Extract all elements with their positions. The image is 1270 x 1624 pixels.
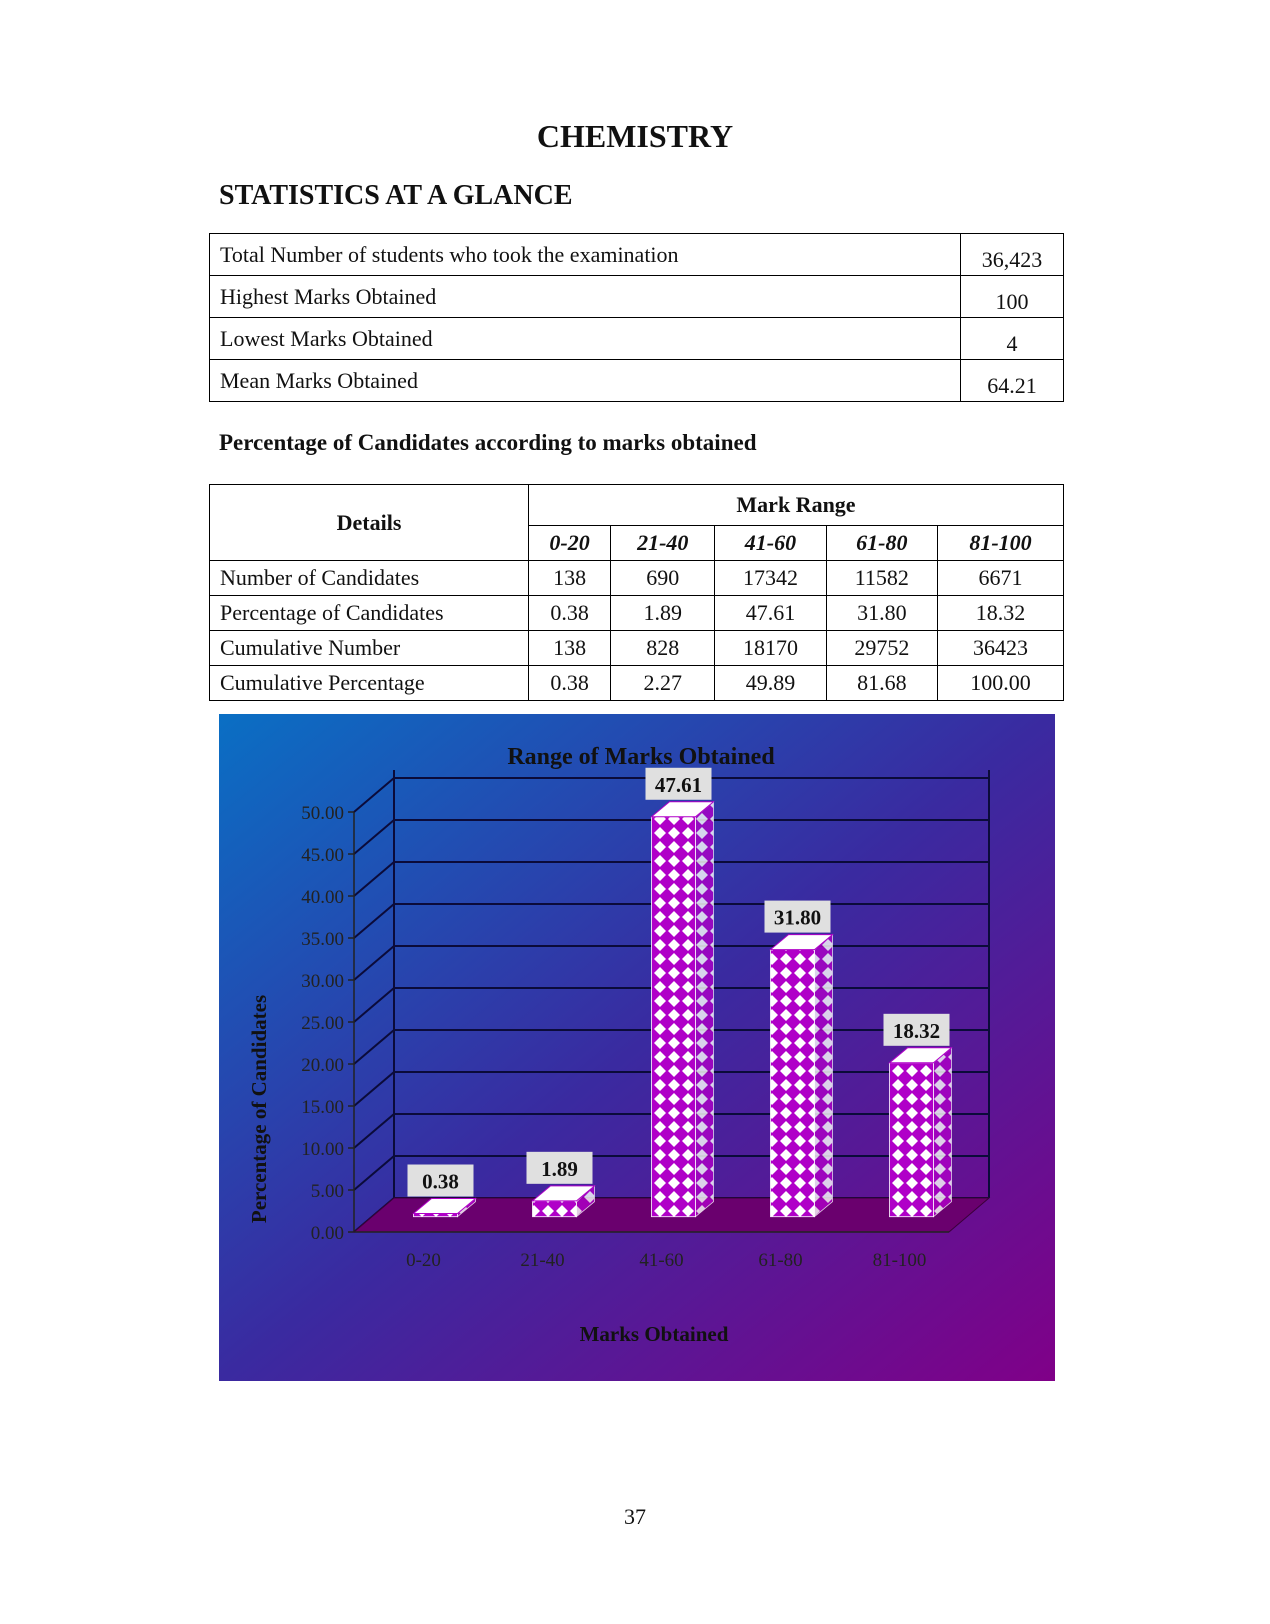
stats-row	[210, 318, 1064, 360]
x-tick-label: 41-60	[639, 1250, 684, 1271]
page-title: CHEMISTRY	[536, 118, 734, 154]
data-label: 31.80	[773, 905, 822, 930]
table-cell: 47.61	[715, 596, 826, 631]
stats-row	[210, 360, 1064, 402]
data-label: 18.32	[892, 1018, 941, 1043]
range-header: 0-20	[529, 526, 611, 561]
table-cell: 138	[529, 631, 611, 666]
table-cell: 17342	[715, 561, 826, 596]
table-cell: 100.00	[938, 666, 1064, 701]
stats-value: 36,423	[961, 234, 1064, 276]
table-cell: 36423	[938, 631, 1064, 666]
mark-range-table	[209, 484, 1064, 701]
chart-svg	[219, 714, 1055, 1381]
y-axis-title: Percentage of Candidates	[247, 994, 271, 1224]
row-label: Number of Candidates	[210, 561, 529, 596]
table-cell: 690	[611, 561, 715, 596]
details-header: Details	[210, 485, 529, 561]
chart-title: Range of Marks Obtained	[507, 744, 775, 770]
y-tick-label: 5.00	[310, 1181, 344, 1202]
stats-row	[210, 234, 1064, 276]
stats-row	[210, 276, 1064, 318]
table-row	[210, 666, 1064, 701]
bar-chart	[219, 714, 1055, 1381]
x-tick-label: 81-100	[872, 1250, 927, 1271]
data-label: 0.38	[422, 1169, 459, 1194]
y-tick-label: 20.00	[301, 1055, 344, 1076]
table-cell: 49.89	[715, 666, 826, 701]
page-number: 37	[624, 1504, 646, 1529]
row-label: Cumulative Percentage	[210, 666, 529, 701]
bar	[890, 1063, 934, 1217]
table-row	[210, 596, 1064, 631]
table-cell: 18170	[715, 631, 826, 666]
table-cell: 31.80	[826, 596, 937, 631]
stats-value: 100	[961, 276, 1064, 318]
table-cell: 81.68	[826, 666, 937, 701]
range-header: 81-100	[938, 526, 1064, 561]
row-label: Percentage of Candidates	[210, 596, 529, 631]
stats-value: 4	[961, 318, 1064, 360]
table-row	[210, 631, 1064, 666]
table-cell: 2.27	[611, 666, 715, 701]
row-label: Cumulative Number	[210, 631, 529, 666]
y-tick-label: 10.00	[301, 1139, 344, 1160]
stats-table	[209, 233, 1064, 402]
y-tick-label: 0.00	[310, 1223, 344, 1244]
x-tick-label: 0-20	[406, 1250, 441, 1271]
stats-label: Lowest Marks Obtained	[210, 318, 961, 360]
table-cell: 0.38	[529, 666, 611, 701]
bar-side	[696, 802, 714, 1217]
table-cell: 0.38	[529, 596, 611, 631]
bar-side	[934, 1048, 952, 1217]
x-tick-label: 61-80	[758, 1250, 803, 1271]
y-tick-label: 50.00	[301, 803, 344, 824]
y-tick-label: 40.00	[301, 887, 344, 908]
table-cell: 1.89	[611, 596, 715, 631]
data-label: 47.61	[654, 772, 703, 797]
y-tick-label: 35.00	[301, 929, 344, 950]
bar	[652, 817, 696, 1217]
table-cell: 18.32	[938, 596, 1064, 631]
percentage-heading: Percentage of Candidates according to marks obtained	[219, 430, 757, 455]
range-header: 21-40	[611, 526, 715, 561]
bar	[533, 1201, 577, 1217]
table-cell: 11582	[826, 561, 937, 596]
table-cell: 6671	[938, 561, 1064, 596]
x-axis-title: Marks Obtained	[579, 1322, 729, 1346]
bar-side	[815, 935, 833, 1217]
range-header: 41-60	[715, 526, 826, 561]
stats-value: 64.21	[961, 360, 1064, 402]
y-tick-label: 30.00	[301, 971, 344, 992]
stats-label: Total Number of students who took the examination	[210, 234, 961, 276]
section-subtitle: STATISTICS AT A GLANCE	[219, 180, 573, 211]
range-header: 61-80	[826, 526, 937, 561]
mark-range-header: Mark Range	[529, 485, 1064, 526]
y-tick-label: 15.00	[301, 1097, 344, 1118]
bar	[771, 950, 815, 1217]
table-cell: 138	[529, 561, 611, 596]
stats-label: Mean Marks Obtained	[210, 360, 961, 402]
y-tick-label: 25.00	[301, 1013, 344, 1034]
table-row	[210, 561, 1064, 596]
stats-label: Highest Marks Obtained	[210, 276, 961, 318]
x-tick-label: 21-40	[520, 1250, 565, 1271]
data-label: 1.89	[541, 1156, 578, 1181]
table-cell: 29752	[826, 631, 937, 666]
table-cell: 828	[611, 631, 715, 666]
y-tick-label: 45.00	[301, 845, 344, 866]
